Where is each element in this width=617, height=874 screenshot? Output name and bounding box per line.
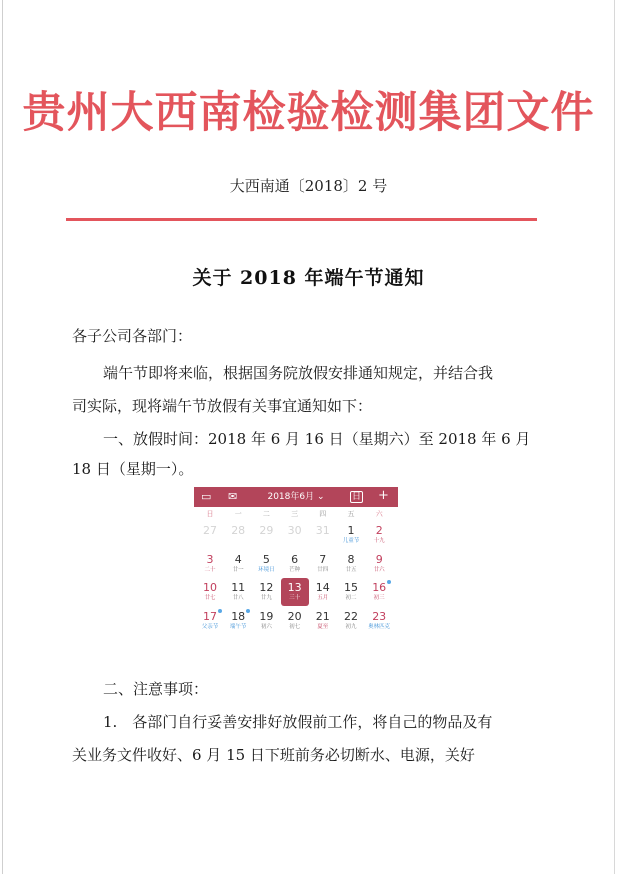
calendar-day-today[interactable] <box>281 578 309 606</box>
intro-line-2: 司实际，现将端午节放假有关事宜通知如下： <box>72 397 373 415</box>
calendar-day-number: 23 <box>372 609 387 623</box>
calendar-day[interactable] <box>309 521 337 549</box>
calendar-screenshot <box>194 487 398 637</box>
calendar-day-subtext: 环境日 <box>258 566 275 573</box>
red-divider <box>66 218 537 221</box>
item2-heading: 二、注意事项： <box>103 680 209 698</box>
calendar-day-number: 3 <box>206 552 214 566</box>
calendar-day[interactable] <box>281 607 309 635</box>
calendar-day-number: 7 <box>319 552 327 566</box>
weekday-label: 一 <box>234 510 242 518</box>
calendar-day-subtext: 儿童节 <box>342 538 360 544</box>
weekday-label: 三 <box>291 510 299 518</box>
calendar-day[interactable] <box>281 550 309 578</box>
calendar-day-subtext: 二十 <box>204 566 216 573</box>
calendar-day-subtext: 廿五 <box>345 566 357 573</box>
calendar-day-number: 31 <box>315 524 330 537</box>
weekday-label: 五 <box>347 510 355 518</box>
calendar-day[interactable] <box>337 607 365 635</box>
calendar-day-number: 5 <box>262 552 270 566</box>
item1-line-2: 18 日（星期一）。 <box>72 460 194 478</box>
book-icon[interactable]: ▭ <box>201 490 212 503</box>
calendar-day-number: 30 <box>287 524 302 537</box>
calendar-day-subtext: 夏至 <box>317 623 329 630</box>
calendar-day-number: 13 <box>287 581 302 594</box>
item2-1-line-1: 1. 各部门自行妥善安排好放假前工作，将自己的物品及有 <box>103 713 493 731</box>
intro-line-1: 端午节即将来临，根据国务院放假安排通知规定，并结合我 <box>103 364 494 382</box>
calendar-day-subtext: 初三 <box>373 595 385 601</box>
calendar-day[interactable] <box>281 521 309 549</box>
calendar-day-subtext: 芒种 <box>289 566 301 573</box>
calendar-day-number: 8 <box>347 552 355 566</box>
event-dot-icon <box>246 609 250 613</box>
calendar-day-number: 6 <box>291 552 299 566</box>
calendar-day-number: 11 <box>231 581 246 594</box>
event-dot-icon <box>218 609 222 613</box>
calendar-day-number: 2 <box>375 524 383 537</box>
weekday-label: 日 <box>206 510 214 518</box>
calendar-day-subtext: 廿七 <box>204 595 216 601</box>
calendar-day-subtext: 廿一 <box>232 566 244 573</box>
calendar-day-number: 21 <box>315 609 330 623</box>
calendar-day[interactable] <box>196 550 224 578</box>
calendar-day[interactable] <box>365 578 393 606</box>
calendar-day[interactable] <box>196 607 224 635</box>
calendar-day-number: 22 <box>344 609 358 623</box>
calendar-day[interactable] <box>252 550 280 578</box>
calendar-day[interactable] <box>196 521 224 549</box>
calendar-day-number: 10 <box>203 581 217 594</box>
calendar-header <box>194 487 398 507</box>
calendar-day[interactable] <box>309 578 337 606</box>
calendar-day-subtext: 三十 <box>289 595 301 601</box>
calendar-day-subtext: 五月 <box>317 595 329 601</box>
calendar-day-number: 27 <box>203 524 217 537</box>
calendar-day-subtext: 父亲节 <box>201 623 219 630</box>
weekday-label: 二 <box>262 510 270 518</box>
calendar-day-subtext: 十九 <box>373 538 385 544</box>
mail-icon[interactable]: ✉ <box>228 490 238 503</box>
calendar-day[interactable] <box>252 607 280 635</box>
calendar-day[interactable] <box>224 578 252 606</box>
weekday-label: 六 <box>375 510 383 518</box>
calendar-day-number: 9 <box>375 552 383 566</box>
calendar-day-number: 20 <box>287 609 302 623</box>
calendar-day[interactable] <box>337 550 365 578</box>
plus-icon[interactable]: + <box>378 488 389 503</box>
calendar-today-icon[interactable]: 日 <box>352 492 362 502</box>
calendar-day-subtext: 廿四 <box>317 566 329 573</box>
calendar-day-subtext: 端午节 <box>229 623 247 630</box>
chevron-down-icon: ⌄ <box>316 492 325 502</box>
calendar-day[interactable] <box>337 521 365 549</box>
calendar-day-number: 16 <box>372 581 387 594</box>
calendar-day-subtext: 初九 <box>345 623 357 630</box>
calendar-day-number: 4 <box>234 552 242 566</box>
notice-title: 关于 2018 年端午节通知 <box>192 267 425 289</box>
calendar-day-number: 12 <box>259 581 274 594</box>
calendar-day-number: 14 <box>315 581 330 594</box>
calendar-month-title[interactable]: 2018年6月 ⌄ <box>267 492 325 502</box>
calendar-day-number: 18 <box>231 609 246 623</box>
calendar-day[interactable] <box>196 578 224 606</box>
calendar-day-subtext: 初七 <box>289 623 301 630</box>
calendar-day[interactable] <box>337 578 365 606</box>
calendar-day[interactable] <box>365 550 393 578</box>
item2-1-line-2: 关业务文件收好、6 月 15 日下班前务必切断水、电源，关好 <box>72 746 475 764</box>
calendar-day-subtext: 初二 <box>345 595 357 601</box>
calendar-day-subtext: 廿六 <box>373 566 385 573</box>
calendar-day[interactable] <box>224 521 252 549</box>
calendar-day-number: 15 <box>344 581 358 594</box>
calendar-day-subtext: 廿八 <box>232 595 244 601</box>
weekday-label: 四 <box>319 510 327 518</box>
calendar-day[interactable] <box>252 578 280 606</box>
calendar-day-number: 19 <box>259 609 274 623</box>
calendar-day[interactable] <box>224 607 252 635</box>
calendar-day[interactable] <box>309 607 337 635</box>
calendar-day-number: 28 <box>231 524 246 537</box>
calendar-day[interactable] <box>309 550 337 578</box>
item1-line-1: 一、放假时间：2018 年 6 月 16 日（星期六）至 2018 年 6 月 <box>103 430 531 448</box>
calendar-day-subtext: 廿九 <box>260 595 272 601</box>
org-title: 贵州大西南检验检测集团文件 <box>22 88 595 138</box>
salutation: 各子公司各部门： <box>72 327 193 345</box>
calendar-day[interactable] <box>365 607 393 635</box>
calendar-day-subtext: 初六 <box>260 623 272 630</box>
calendar-day[interactable] <box>252 521 280 549</box>
calendar-day-number: 17 <box>203 609 217 623</box>
calendar-day-number: 29 <box>259 524 274 537</box>
calendar-day-number: 1 <box>347 524 355 537</box>
calendar-day[interactable] <box>224 550 252 578</box>
calendar-day-subtext: 奥林匹克 <box>368 623 391 630</box>
doc-number: 大西南通〔2018〕2 号 <box>229 177 388 195</box>
calendar-day[interactable] <box>365 521 393 549</box>
